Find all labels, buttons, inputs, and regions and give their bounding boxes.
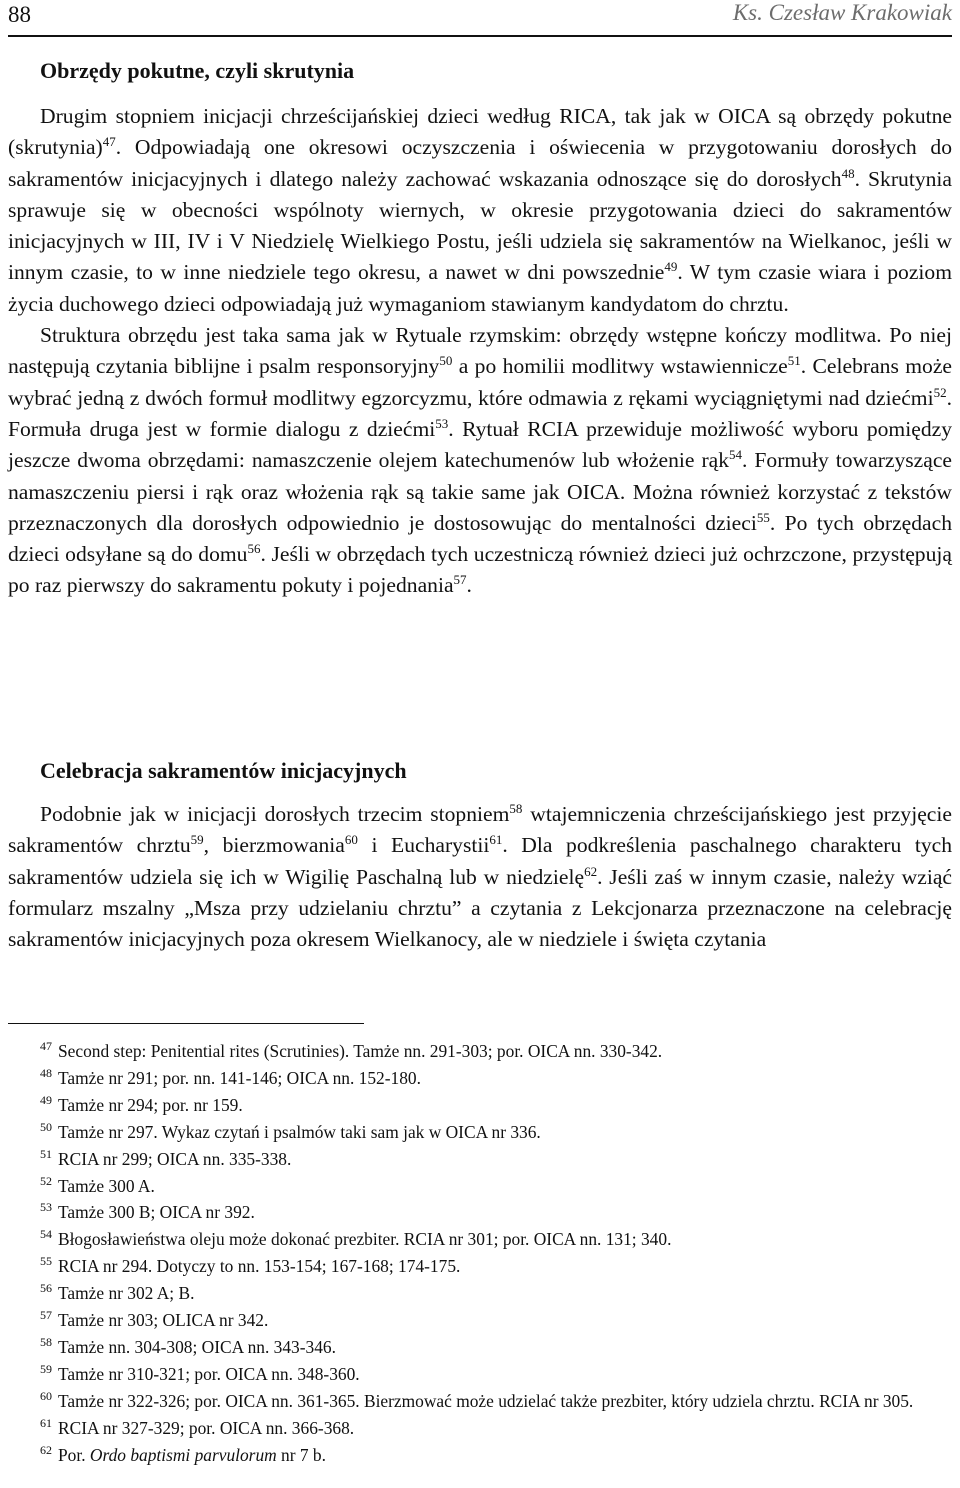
footnote-number: 50 — [40, 1119, 52, 1134]
text-run: . Jeśli zaś w innym czasie, należy wziąć formularz mszalny „Msza przy udzielaniu chrztu” a czytania z Lekcjonarza przeznaczone na celebrację sakramentów inicjacyjnych poza okresem Wielkanocy, ale w niedziele i święta czytania — [8, 864, 952, 952]
footnote-number: 54 — [40, 1227, 52, 1242]
section-heading-scrutinies: Obrzędy pokutne, czyli skrutynia — [40, 58, 355, 83]
text-run: i Eucharystii — [357, 833, 490, 858]
footnote-number: 59 — [40, 1361, 52, 1376]
footnote-number: 57 — [40, 1308, 52, 1323]
footnote-ref[interactable]: 50 — [439, 353, 453, 369]
text-run: Drugim stopniem inicjacji chrześcijańskiej dzieci według RICA, tak jak w OICA są obrzędy pokutne (skrutynia) — [8, 104, 952, 160]
text-run: . Formuła druga jest w formie dialogu z dziećmi — [8, 385, 952, 441]
footnote-text: Tamże nr 322-326; por. OICA nn. 361-365. Bierzmować może udzielać także prezbiter, który udziela chrztu. RCIA nr 305. — [58, 1390, 914, 1411]
text-run: wtajemniczenia chrześcijańskiego jest przyjęcie sakramentów chrztu — [8, 802, 952, 858]
page-number: 88 — [8, 2, 31, 27]
footnote-number: 47 — [40, 1039, 52, 1053]
text-run: . Rytuał RCIA przewiduje możliwość wyboru pomiędzy jeszcze dwoma obrzędami: namaszczenie olejem katechumenów lub włożenie rąk — [8, 416, 952, 473]
footnote-ref[interactable]: 58 — [509, 801, 523, 816]
footnote — [8, 1361, 952, 1388]
text-run: Podobnie jak w inicjacji dorosłych trzecim stopniem — [40, 802, 510, 826]
footnote — [8, 1334, 952, 1361]
text-run: . Celebrans może wybrać jedną z dwóch formuł modlitwy egzorcyzmu, które odmawia z rękami wyciągniętymi nad dziećmi — [8, 354, 952, 410]
footnote-text: Second step: Penitential rites (Scrutinies). Tamże nn. 291-303; por. OICA nn. 330-342. — [58, 1041, 663, 1061]
footnote — [8, 1065, 952, 1092]
footnote-ref[interactable]: 47 — [102, 134, 116, 150]
footnote — [8, 1226, 952, 1253]
footnote — [8, 1173, 952, 1200]
footnote-ref[interactable]: 56 — [247, 541, 261, 557]
text-run: . Jeśli w obrzędach tych uczestniczą również dzieci już ochrzczone, przystępują po raz pierwszy do sakramentu pokuty i pojednania — [8, 542, 952, 598]
running-head: Ks. Czesław Krakowiak — [732, 0, 952, 25]
footnote-ref[interactable]: 54 — [729, 447, 743, 463]
header-rule — [8, 35, 952, 37]
footnote-text-pre: Por. — [58, 1444, 90, 1465]
footnote-ref[interactable]: 48 — [841, 165, 855, 181]
footnote-text: RCIA nr 294. Dotyczy to nn. 153-154; 167-168; 174-175. — [58, 1256, 461, 1277]
footnote-text: Tamże nn. 304-308; OICA nn. 343-346. — [58, 1336, 336, 1357]
paragraph — [8, 799, 952, 955]
footnote-number: 62 — [40, 1442, 52, 1457]
footnote-ref[interactable]: 55 — [756, 509, 770, 525]
footnote-ref[interactable]: 61 — [489, 832, 503, 848]
footnote-text: Tamże nr 302 A; B. — [58, 1283, 195, 1304]
text-run: . Formuły towarzyszące namaszczeniu piersi i rąk oraz włożenia rąk są takie same jak OICA. Można również korzystać z tekstów przeznaczonych dla dorosłych odpowiednio je dostosowując do mentalności dzieci — [8, 448, 953, 535]
footnote-ref[interactable]: 57 — [453, 572, 467, 588]
footnote-number: 60 — [40, 1388, 52, 1403]
text-run: , bierzmowania — [203, 833, 345, 858]
footnote-text: RCIA nr 327-329; por. OICA nn. 366-368. — [58, 1417, 355, 1438]
footnote-ref[interactable]: 49 — [664, 259, 678, 275]
footnote-text: Tamże 300 B; OICA nr 392. — [58, 1202, 255, 1223]
footnote-text: Tamże nr 294; por. nr 159. — [58, 1094, 243, 1115]
text-run: Struktura obrzędu jest taka sama jak w Rytuale rzymskim: obrzędy wstępne kończy modlitwa. Po niej następują czytania biblijne i psalm responsoryjny — [8, 323, 952, 379]
footnote — [8, 1038, 952, 1065]
footnote — [8, 1442, 952, 1469]
footnote-text: Błogosławieństwa oleju może dokonać prezbiter. RCIA nr 301; por. OICA nn. 131; 340. — [58, 1229, 672, 1250]
footnote-number: 49 — [40, 1092, 52, 1107]
footnote — [8, 1092, 952, 1119]
footnote-text: Tamże nr 303; OLICA nr 342. — [58, 1310, 269, 1331]
footnote-text: Tamże nr 297. Wykaz czytań i psalmów taki sam jak w OICA nr 336. — [58, 1121, 541, 1142]
footnote — [8, 1119, 952, 1146]
footnote-number: 48 — [40, 1065, 52, 1080]
page-header — [8, 0, 952, 32]
footnote — [8, 1199, 952, 1226]
document-page — [8, 0, 953, 1465]
footnote-text: Tamże nr 310-321; por. OICA nn. 348-360. — [58, 1363, 360, 1384]
section-body-scrutinies — [8, 101, 952, 602]
text-run: . Po tych obrzędach dzieci odsyłane są do domu — [8, 510, 953, 567]
footnote-ref[interactable]: 51 — [787, 353, 801, 369]
footnote-ref[interactable]: 59 — [190, 832, 204, 848]
footnote-number: 55 — [40, 1254, 52, 1269]
footnote — [8, 1415, 952, 1442]
text-run: . Skrutynia sprawuje się w obecności wspólnoty wiernych, w okresie przygotowania dzieci do sakramentów inicjacyjnych w III, IV i V Niedzielę Wielkiego Postu, jeśli udziela się sakramentów na Wielkanoc, jeśli w innym czasie, to w inne niedziele tego okresu, a nawet w dni powszednie — [8, 166, 952, 285]
footnote-text: Tamże 300 A. — [58, 1175, 155, 1196]
footnote — [8, 1307, 952, 1334]
footnote-ref[interactable]: 62 — [584, 863, 598, 879]
footnote-text: RCIA nr 299; OICA nn. 335-338. — [58, 1148, 292, 1169]
text-run: . Odpowiadają one okresowi oczyszczenia i oświecenia w przygotowaniu dorosłych do sakramentów inicjacyjnych i dlatego należy zachować wskazania odnoszące się do dorosłych — [8, 135, 952, 191]
footnote-number: 53 — [40, 1200, 52, 1215]
section-heading-celebration: Celebracja sakramentów inicjacyjnych — [40, 758, 407, 783]
footnote-ref[interactable]: 60 — [344, 832, 358, 848]
footnote-text: Tamże nr 291; por. nn. 141-146; OICA nn. 152-180. — [58, 1067, 421, 1088]
footnote — [8, 1280, 952, 1307]
footnote-number: 56 — [40, 1281, 52, 1296]
text-run: a po homilii modlitwy wstawiennicze — [452, 354, 788, 379]
text-run: . Dla podkreślenia paschalnego charakteru tych sakramentów udziela się ich w Wigilię Paschalną lub w niedzielę — [8, 833, 953, 889]
footnote-number: 61 — [40, 1415, 52, 1430]
footnote-ref[interactable]: 53 — [435, 415, 449, 431]
section-body-celebration — [8, 799, 952, 955]
footnote-text-post: nr 7 b. — [276, 1444, 326, 1465]
footnote — [8, 1146, 952, 1173]
footnote-number: 52 — [40, 1173, 52, 1188]
text-run: . W tym czasie wiara i poziom życia duchowego dzieci odpowiadają już wymaganiom stawianym kandydatom do chrztu. — [8, 260, 952, 316]
footnote — [8, 1388, 952, 1415]
footnote-number: 58 — [40, 1334, 52, 1349]
footnote-title-italic: Ordo baptismi parvulorum — [89, 1444, 277, 1465]
text-run: . — [466, 573, 472, 598]
footnote-separator — [8, 1023, 364, 1024]
paragraph — [8, 320, 952, 602]
footnotes — [8, 1038, 952, 1469]
footnote — [8, 1253, 952, 1280]
footnote-number: 51 — [40, 1146, 52, 1161]
paragraph — [8, 101, 952, 320]
footnote-ref[interactable]: 52 — [933, 384, 947, 400]
